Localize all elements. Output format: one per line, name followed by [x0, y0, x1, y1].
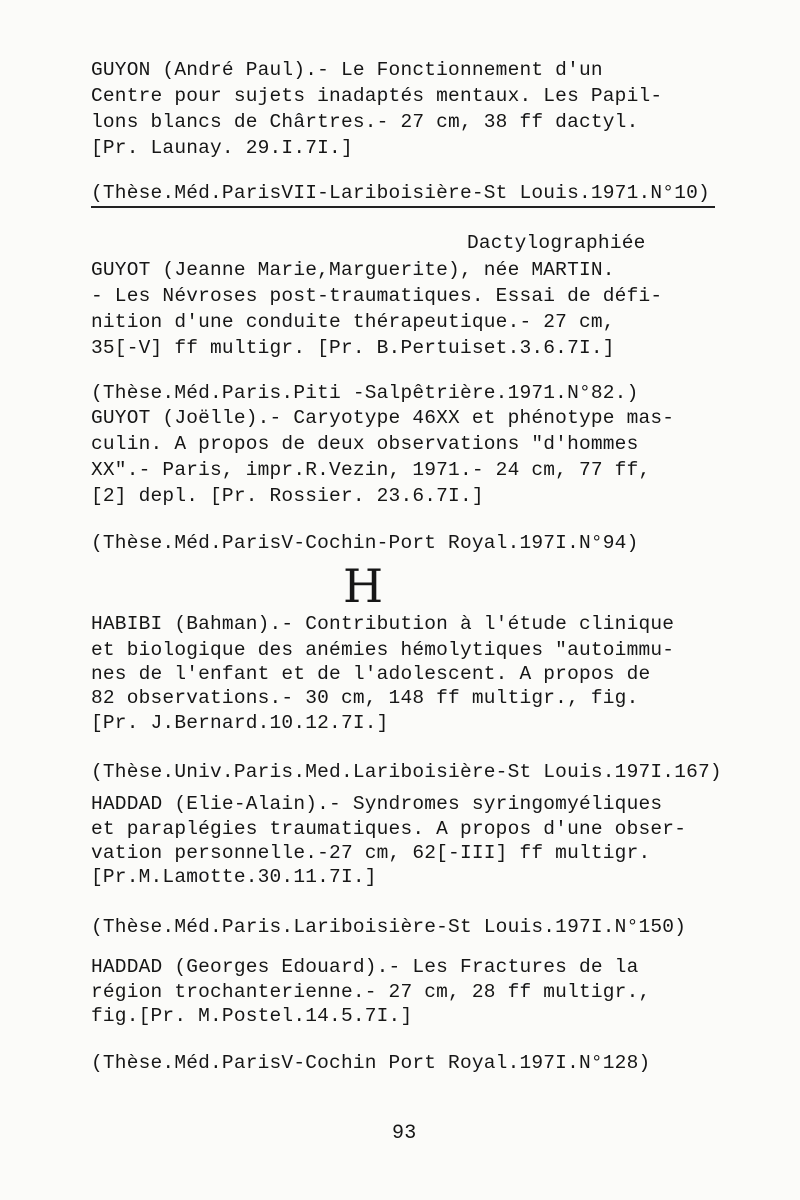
- entry-haddad-georges-thesis: (Thèse.Méd.ParisV-Cochin Port Royal.197I.N°128): [91, 1052, 651, 1074]
- entry-guyot-joelle-line-1: GUYOT (Joëlle).- Caryotype 46XX et phénotype mas-: [91, 407, 675, 429]
- entry-guyot-joelle-line-2: culin. A propos de deux observations "d'hommes: [91, 433, 639, 455]
- entry-guyon-line-3: lons blancs de Chârtres.- 27 cm, 38 ff dactyl.: [91, 111, 639, 133]
- entry-guyon-thesis: (Thèse.Méd.ParisVII-Lariboisière-St Louis.1971.N°10): [91, 182, 710, 204]
- entry-habibi-line-5: [Pr. J.Bernard.10.12.7I.]: [91, 712, 389, 734]
- entry-guyot-jeanne-line-1: GUYOT (Jeanne Marie,Marguerite), née MARTIN.: [91, 259, 615, 281]
- entry-guyon-line-2: Centre pour sujets inadaptés mentaux. Les Papil-: [91, 85, 663, 107]
- entry-guyot-joelle-thesis: (Thèse.Méd.ParisV-Cochin-Port Royal.197I.N°94): [91, 532, 639, 554]
- entry-haddad-elie-line-4: [Pr.M.Lamotte.30.11.7I.]: [91, 866, 377, 888]
- entry-guyot-jeanne-note: Dactylographiée: [467, 232, 646, 254]
- underline-rule: [91, 206, 715, 208]
- entry-guyot-jeanne-line-4: 35[-V] ff multigr. [Pr. B.Pertuiset.3.6.7I.]: [91, 337, 615, 359]
- entry-habibi-line-2: et biologique des anémies hémolytiques "autoimmu-: [91, 639, 675, 661]
- entry-guyot-jeanne-line-3: nition d'une conduite thérapeutique.- 27 cm,: [91, 311, 615, 333]
- entry-guyot-jeanne-line-2: - Les Névroses post-traumatiques. Essai de défi-: [91, 285, 663, 307]
- entry-haddad-georges-line-2: région trochanterienne.- 27 cm, 28 ff multigr.,: [91, 981, 651, 1003]
- entry-haddad-elie-thesis: (Thèse.Méd.Paris.Lariboisière-St Louis.197I.N°150): [91, 916, 687, 938]
- entry-guyon-line-1: GUYON (André Paul).- Le Fonctionnement d'un: [91, 59, 603, 81]
- entry-haddad-elie-line-3: vation personnelle.-27 cm, 62[-III] ff multigr.: [91, 842, 651, 864]
- page-number: 93: [392, 1122, 417, 1145]
- entry-habibi-thesis: (Thèse.Univ.Paris.Med.Lariboisière-St Louis.197I.167): [91, 761, 722, 783]
- entry-haddad-georges-line-1: HADDAD (Georges Edouard).- Les Fractures de la: [91, 956, 639, 978]
- entry-habibi-line-3: nes de l'enfant et de l'adolescent. A propos de: [91, 663, 651, 685]
- entry-haddad-georges-line-3: fig.[Pr. M.Postel.14.5.7I.]: [91, 1005, 413, 1027]
- entry-haddad-elie-line-2: et paraplégies traumatiques. A propos d'une obser-: [91, 818, 687, 840]
- entry-habibi-line-4: 82 observations.- 30 cm, 148 ff multigr., fig.: [91, 687, 639, 709]
- entry-guyon-line-4: [Pr. Launay. 29.I.7I.]: [91, 137, 353, 159]
- section-letter: H: [343, 559, 384, 613]
- entry-haddad-elie-line-1: HADDAD (Elie-Alain).- Syndromes syringomyéliques: [91, 793, 663, 815]
- entry-habibi-line-1: HABIBI (Bahman).- Contribution à l'étude clinique: [91, 613, 675, 635]
- entry-guyot-jeanne-thesis: (Thèse.Méd.Paris.Piti -Salpêtrière.1971.N°82.): [91, 382, 639, 404]
- entry-guyot-joelle-line-3: XX".- Paris, impr.R.Vezin, 1971.- 24 cm, 77 ff,: [91, 459, 651, 481]
- entry-guyot-joelle-line-4: [2] depl. [Pr. Rossier. 23.6.7I.]: [91, 485, 484, 507]
